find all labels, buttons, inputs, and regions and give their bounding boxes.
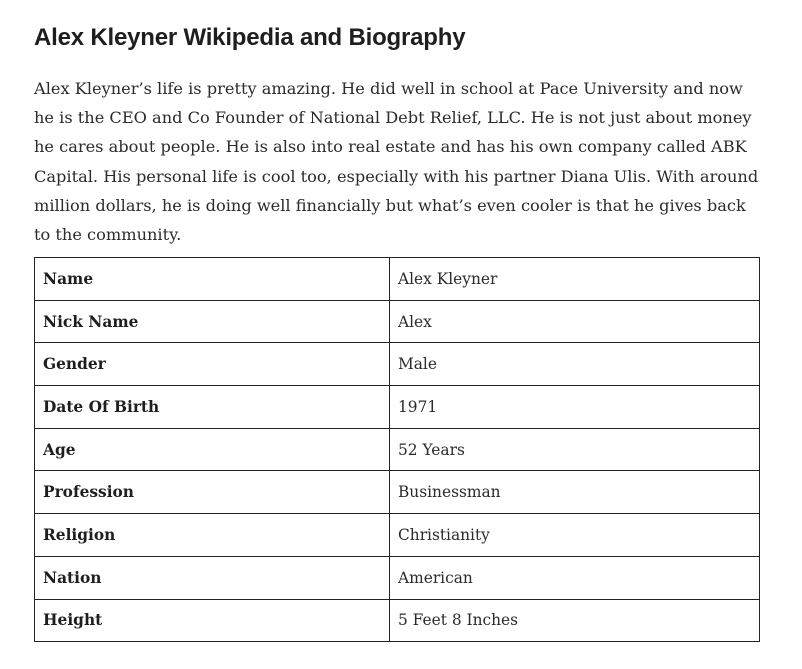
row-label: Nick Name bbox=[35, 300, 390, 343]
table-row bbox=[35, 386, 760, 429]
table-row bbox=[35, 556, 760, 599]
row-value: Alex Kleyner bbox=[390, 258, 760, 301]
row-label: Profession bbox=[35, 471, 390, 514]
row-value: 52 Years bbox=[390, 428, 760, 471]
table-row bbox=[35, 514, 760, 557]
biography-table bbox=[34, 257, 760, 642]
row-label: Age bbox=[35, 428, 390, 471]
row-value: American bbox=[390, 556, 760, 599]
row-value: 1971 bbox=[390, 386, 760, 429]
row-label: Gender bbox=[35, 343, 390, 386]
row-label: Name bbox=[35, 258, 390, 301]
row-value: 5 Feet 8 Inches bbox=[390, 599, 760, 642]
table-row bbox=[35, 258, 760, 301]
table-row bbox=[35, 428, 760, 471]
row-value: Businessman bbox=[390, 471, 760, 514]
page-title: Alex Kleyner Wikipedia and Biography bbox=[34, 24, 466, 51]
row-label: Height bbox=[35, 599, 390, 642]
row-value: Alex bbox=[390, 300, 760, 343]
table-row bbox=[35, 300, 760, 343]
row-value: Christianity bbox=[390, 514, 760, 557]
table-row bbox=[35, 599, 760, 642]
table-row bbox=[35, 343, 760, 386]
table-row bbox=[35, 471, 760, 514]
row-label: Religion bbox=[35, 514, 390, 557]
row-label: Nation bbox=[35, 556, 390, 599]
row-value: Male bbox=[390, 343, 760, 386]
row-label: Date Of Birth bbox=[35, 386, 390, 429]
intro-paragraph: Alex Kleyner’s life is pretty amazing. He did well in school at Pace University and now he is the CEO and Co Founder of National Debt Relief, LLC. He is not just about money he cares about people. He is also into real estate and has his own company called ABK Capital. His personal life is cool too, especially with his partner Diana Ulis. With around million dollars, he is doing well financially but what’s even cooler is that he gives back to the community. bbox=[34, 79, 759, 245]
